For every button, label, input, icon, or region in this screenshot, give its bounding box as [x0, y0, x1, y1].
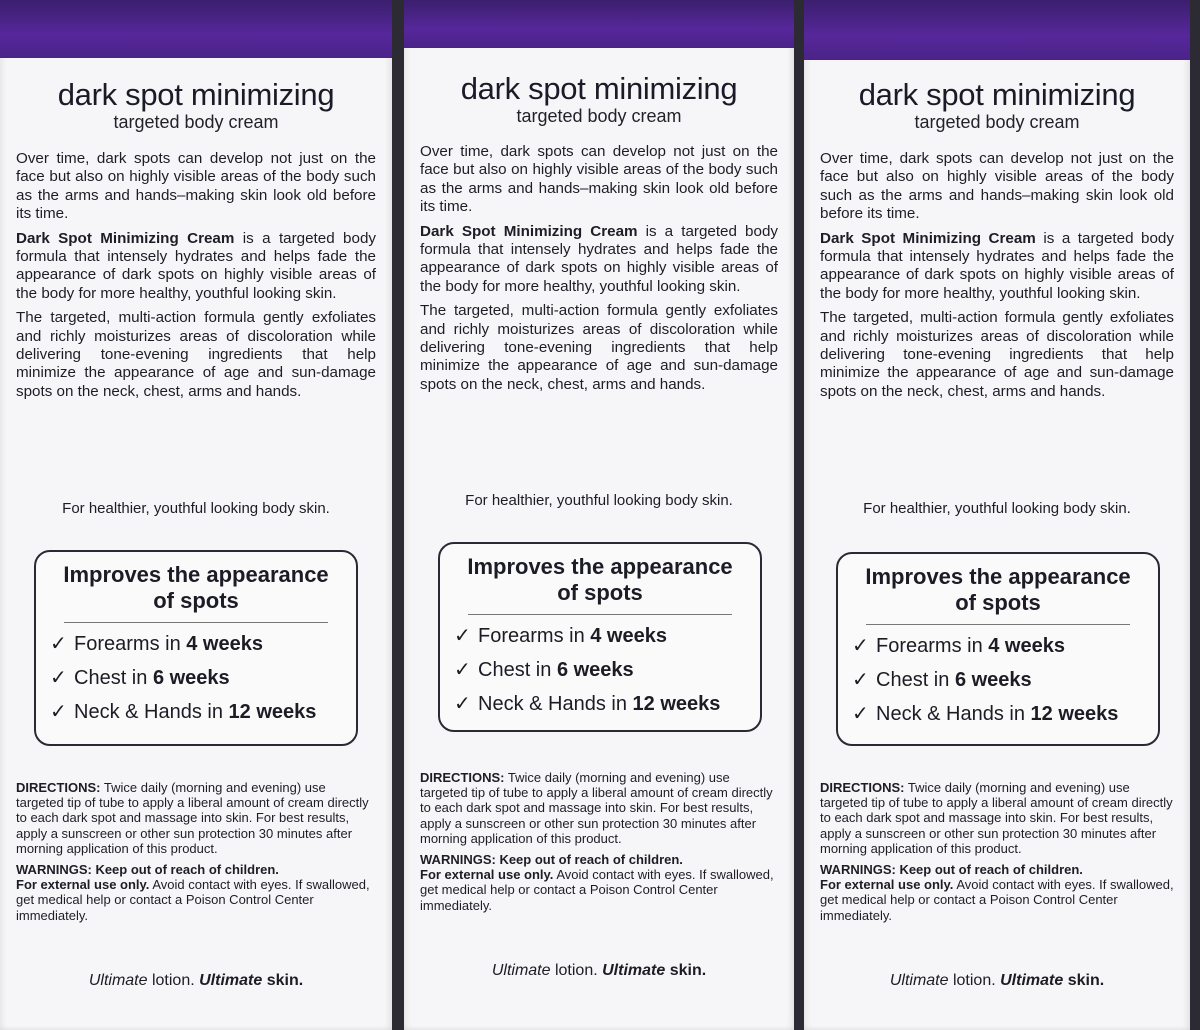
slogan-ultimate-1: Ultimate: [88, 972, 148, 989]
product-paragraph: [16, 230, 376, 304]
claims-heading: Improves the appearance of spots: [467, 554, 733, 605]
directions-text: Twice daily (morning and evening) use targeted tip of tube to apply a liberal amount of cream directly to each dark spot and massage into skin. For best results, apply a sunscreen or other sun protection 30 minutes after morning application of this product.: [820, 780, 1173, 856]
claims-box: [34, 550, 358, 746]
slogan-skin: skin.: [262, 972, 304, 989]
warnings-text: Avoid contact with eyes. If swallowed, get medical help or contact a Poison Control Center immediately.: [16, 877, 370, 923]
slogan-skin: skin.: [665, 962, 707, 979]
claim-item: [852, 697, 1144, 731]
claim-item: [50, 627, 342, 661]
panel-header: [16, 78, 376, 132]
product-subtitle: targeted body cream: [516, 106, 682, 126]
directions-text: Twice daily (morning and evening) use targeted tip of tube to apply a liberal amount of cream directly to each dark spot and massage into skin. For best results, apply a sunscreen or other sun protection 30 minutes after morning application of this product.: [16, 780, 369, 856]
claim-area: Neck & Hands in: [74, 701, 229, 723]
claim-time: 4 weeks: [590, 625, 667, 647]
slogan-lotion: lotion.: [550, 962, 603, 979]
product-name: Dark Spot Minimizing Cream: [420, 222, 638, 240]
claim-time: 12 weeks: [228, 701, 317, 723]
directions-block: [16, 780, 376, 923]
claim-time: 4 weeks: [988, 635, 1065, 657]
warnings: [420, 852, 778, 913]
claims-box: [438, 542, 762, 732]
claims-divider: [468, 614, 732, 615]
claim-item: [454, 653, 746, 687]
description: [820, 150, 1174, 401]
tagline: For healthier, youthful looking body skin.: [465, 492, 733, 509]
checkmark-icon: ✓: [50, 633, 67, 655]
claim-item: [50, 695, 342, 729]
claim-item: [50, 661, 342, 695]
claim-time: 4 weeks: [186, 633, 263, 655]
purple-top-band: [804, 0, 1190, 60]
claims-list: [50, 627, 342, 729]
directions-text: Twice daily (morning and evening) use targeted tip of tube to apply a liberal amount of cream directly to each dark spot and massage into skin. For best results, apply a sunscreen or other sun protection 30 minutes after morning application of this product.: [420, 770, 773, 846]
checkmark-icon: ✓: [852, 669, 869, 691]
checkmark-icon: ✓: [852, 635, 869, 657]
tagline-wrap: [420, 492, 778, 509]
slogan-lotion: lotion.: [147, 972, 200, 989]
description: [16, 150, 376, 401]
product-subtitle: targeted body cream: [914, 112, 1080, 132]
slogan-lotion: lotion.: [948, 972, 1001, 989]
warnings-text: Avoid contact with eyes. If swallowed, get medical help or contact a Poison Control Center immediately.: [820, 877, 1174, 923]
product-title: dark spot minimizing: [57, 77, 335, 112]
product-title: dark spot minimizing: [460, 71, 738, 106]
slogan-wrap: [16, 972, 376, 990]
claim-area: Chest in: [876, 669, 955, 691]
product-name: Dark Spot Minimizing Cream: [16, 229, 235, 247]
claims-box: [836, 552, 1160, 746]
checkmark-icon: ✓: [852, 703, 869, 725]
claim-area: Forearms in: [74, 633, 187, 655]
formula-paragraph: The targeted, multi-action formula gently exfoliates and richly moisturizes areas of discoloration while delivering tone-evening ingredients that help minimize the appearance of age and sun-damage spots on the neck, chest, arms and hands.: [420, 302, 778, 393]
product-name: Dark Spot Minimizing Cream: [820, 229, 1036, 247]
claim-area: Neck & Hands in: [478, 693, 633, 715]
checkmark-icon: ✓: [454, 625, 471, 647]
checkmark-icon: ✓: [50, 701, 67, 723]
slogan-ultimate-2: Ultimate: [1000, 972, 1064, 989]
intro-paragraph: Over time, dark spots can develop not just on the face but also on highly visible areas of the body such as the arms and hands–making skin look old before its time.: [820, 150, 1174, 223]
claim-item: [852, 629, 1144, 663]
warnings-label: WARNINGS: Keep out of reach of children.: [820, 862, 1083, 878]
directions-label: DIRECTIONS:: [420, 770, 505, 785]
product-title: dark spot minimizing: [858, 77, 1136, 112]
slogan: [820, 972, 1174, 990]
claim-area: Chest in: [478, 659, 557, 681]
directions-block: [820, 780, 1174, 923]
external-use-label: For external use only.: [420, 867, 554, 883]
carton-panel: [404, 0, 794, 1030]
directions: [820, 780, 1174, 856]
directions: [420, 770, 778, 846]
claim-time: 12 weeks: [1030, 703, 1119, 725]
external-use-label: For external use only.: [16, 877, 150, 893]
slogan-ultimate-2: Ultimate: [602, 962, 666, 979]
claims-heading: Improves the appearance of spots: [865, 564, 1131, 615]
claim-time: 6 weeks: [954, 669, 1032, 691]
slogan-wrap: [820, 972, 1174, 990]
panel-header: [820, 78, 1174, 132]
claim-area: Chest in: [74, 667, 153, 689]
checkmark-icon: ✓: [50, 667, 67, 689]
tagline-wrap: [16, 500, 376, 517]
purple-top-band: [0, 0, 392, 58]
claim-time: 6 weeks: [152, 667, 230, 689]
product-subtitle: targeted body cream: [113, 112, 279, 132]
claim-item: [852, 663, 1144, 697]
slogan-ultimate-2: Ultimate: [199, 972, 263, 989]
slogan-ultimate-1: Ultimate: [491, 962, 551, 979]
checkmark-icon: ✓: [454, 659, 471, 681]
purple-top-band: [404, 0, 794, 48]
slogan-wrap: [420, 962, 778, 980]
slogan: [16, 972, 376, 990]
slogan-ultimate-1: Ultimate: [889, 972, 949, 989]
claim-item: [454, 687, 746, 721]
slogan: [420, 962, 778, 980]
description: [420, 143, 778, 394]
product-description: is a targeted body formula that intensely hydrates and helps fade the appearance of dark spots on highly visible areas of the body for more healthy, youthful looking skin.: [820, 229, 1174, 302]
claims-heading: Improves the appearance of spots: [63, 562, 329, 613]
external-use-label: For external use only.: [820, 877, 954, 893]
directions-label: DIRECTIONS:: [16, 780, 101, 795]
product-paragraph: [820, 230, 1174, 304]
claim-area: Forearms in: [478, 625, 591, 647]
claim-area: Neck & Hands in: [876, 703, 1031, 725]
carton-panel: [804, 0, 1190, 1030]
claim-area: Forearms in: [876, 635, 989, 657]
claims-list: [454, 619, 746, 721]
warnings: [16, 862, 376, 923]
warnings-label: WARNINGS: Keep out of reach of children.: [420, 852, 683, 868]
tagline: For healthier, youthful looking body skin.: [62, 500, 330, 517]
panel-header: [420, 72, 778, 126]
claim-item: [454, 619, 746, 653]
formula-paragraph: The targeted, multi-action formula gently exfoliates and richly moisturizes areas of discoloration while delivering tone-evening ingredients that help minimize the appearance of age and sun-damage spots on the neck, chest, arms and hands.: [820, 309, 1174, 400]
checkmark-icon: ✓: [454, 693, 471, 715]
warnings: [820, 862, 1174, 923]
directions: [16, 780, 376, 856]
directions-label: DIRECTIONS:: [820, 780, 905, 795]
warnings-text: Avoid contact with eyes. If swallowed, get medical help or contact a Poison Control Center immediately.: [420, 867, 774, 913]
intro-paragraph: Over time, dark spots can develop not just on the face but also on highly visible areas of the body such as the arms and hands–making skin look old before its time.: [420, 143, 778, 216]
warnings-label: WARNINGS: Keep out of reach of children.: [16, 862, 279, 878]
formula-paragraph: The targeted, multi-action formula gently exfoliates and richly moisturizes areas of discoloration while delivering tone-evening ingredients that help minimize the appearance of age and sun-damage spots on the neck, chest, arms and hands.: [16, 309, 376, 400]
claim-time: 12 weeks: [632, 693, 721, 715]
product-description: is a targeted body formula that intensely hydrates and helps fade the appearance of dark spots on highly visible areas of the body for more healthy, youthful looking skin.: [16, 229, 376, 302]
tagline-wrap: [820, 500, 1174, 517]
claim-time: 6 weeks: [556, 659, 634, 681]
claims-list: [852, 629, 1144, 731]
carton-panel: [0, 0, 392, 1030]
product-paragraph: [420, 223, 778, 297]
intro-paragraph: Over time, dark spots can develop not just on the face but also on highly visible areas of the body such as the arms and hands–making skin look old before its time.: [16, 150, 376, 223]
directions-block: [420, 770, 778, 913]
claims-divider: [64, 622, 328, 623]
tagline: For healthier, youthful looking body skin.: [863, 500, 1131, 517]
slogan-skin: skin.: [1063, 972, 1105, 989]
product-description: is a targeted body formula that intensely hydrates and helps fade the appearance of dark spots on highly visible areas of the body for more healthy, youthful looking skin.: [420, 222, 778, 295]
claims-divider: [866, 624, 1130, 625]
